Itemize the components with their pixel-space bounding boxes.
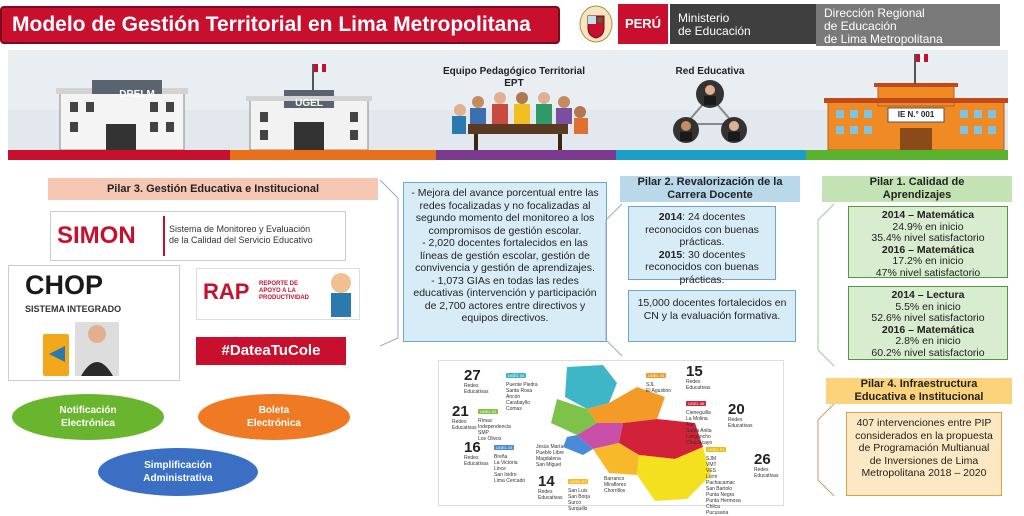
pilar1-connector — [816, 200, 838, 370]
simplificacion-administrativa-oval: Simplificación Administrativa — [98, 448, 258, 496]
datea-tu-cole-logo: #DateaTuCole — [196, 337, 346, 365]
pilar4-connector — [816, 400, 838, 500]
pilar3-title: Pilar 3. Gestión Educativa e Institucional — [48, 178, 378, 200]
map-count-ugel03: 16 Redes Educativas — [464, 439, 489, 467]
map-ugel03-extra-districts: Jesús María Pueblo Libre Magdalena San Miguel — [536, 444, 565, 468]
ept-label: Equipo Pedagógico Territorial EPT — [442, 66, 586, 89]
pilar2-connector — [604, 200, 626, 360]
pilar3-connector — [378, 178, 402, 348]
pilar3-bullets-box: - Mejora del avance porcentual entre las redes focalizadas y no focalizadas al segundo momento del monitoreo a los compromisos de gestión escolar. - 2,020 docentes fortalecidos en las líneas de gestión escolar, gestión de convivencia y gestión de aprendizajes. - 1,073 GIAs en todas las redes educativas (intervención y participación de 2,700 actores entre directivos y equipos directivos. — [403, 182, 607, 342]
map-ugel07-info: UGEL 07 San Luis San Borja Surco Surquillo — [568, 479, 590, 512]
pilar2-recognition-box: 2014: 24 docentes reconocidos con buenas prácticas. 2015: 30 docentes reconocidos con buenas prácticas. — [628, 206, 776, 280]
pilar1-math-box: 2014 – Matemática 24.9% en inicio 35.4% nivel satisfactorio 2016 – Matemática 17.2% en inicio 47% nivel satisfactorio — [848, 206, 1008, 278]
pilar4-infra-box: 407 intervenciones entre PIP considerados en la propuesta de Programación Multianual de Inversiones de Lima Metropolitana 2018 – 2020 — [846, 412, 1002, 496]
map-ugel05-info: UGEL 05 SJL El Agustino — [646, 373, 672, 394]
map-ugel02-info: UGEL 02 Rímac Independencia SMP Los Olivos — [478, 409, 511, 442]
map-ugel03-info: UGEL 03 Breña La Victoria Lince San Isidro Lima Cercado — [494, 445, 526, 484]
simon-logo: SIMON Sistema de Monitoreo y Evaluación de la Calidad del Servicio Educativo — [50, 211, 346, 261]
mascot-icon — [325, 271, 357, 319]
peru-shield-logo — [578, 4, 614, 44]
map-count-ugel01: 26 Redes Educativas — [754, 451, 779, 479]
pilar4-title: Pilar 4. Infraestructura Educativa e Institucional — [826, 378, 1012, 404]
pilar1-reading-box: 2014 – Lectura 5.5% en inicio 52.6% nivel satisfactorio 2016 – Matemática 2.8% en inicio 60.2% nivel satisfactorio — [848, 286, 1008, 360]
pilar1-title: Pilar 1. Calidad de Aprendizajes — [822, 176, 1012, 202]
school-sign: IE N.° 001 — [897, 110, 935, 119]
map-count-ugel02: 21 Redes Educativas — [452, 403, 477, 431]
rap-logo: RAP REPORTE DE APOYO A LA PRODUCTIVIDAD — [196, 268, 360, 320]
map-ugel01-info: UGEL 01 SJM VMT VES Lurín Pachacamac San Bartolo Punta Negra Punta Hermosa Chilca Pucusana — [706, 447, 741, 516]
user-login-icon — [39, 318, 159, 380]
boleta-electronica-oval: Boleta Electrónica — [198, 394, 350, 440]
pilar2-training-box: 15,000 docentes fortalecidos en CN y la evaluación formativa. — [628, 290, 796, 342]
red-educativa-label: Red Educativa — [675, 66, 745, 77]
chop-card: CHOP SISTEMA INTEGRADO — [8, 265, 180, 381]
map-count-ugel05: 15 Redes Educativas — [686, 363, 711, 391]
map-ugel06-info: UGEL 06 Cieneguilla La Molina Ate Santa Anita Lurigancho Chaclacayo — [686, 401, 713, 446]
peru-label: PERÚ — [618, 4, 668, 44]
ministry-label: Ministerio de Educación — [670, 4, 818, 44]
map-ugel04-info: UGEL 04 Puente Piedra Santa Rosa Ancón Carabayllo Comas — [506, 373, 538, 412]
map-ugel07-extra-districts: Barranco Miraflores Chorrillos — [604, 476, 626, 494]
drelm-label: DRELM — [119, 89, 155, 100]
map-count-ugel06: 20 Redes Educativas — [728, 401, 753, 429]
pilar2-title: Pilar 2. Revalorización de la Carrera Docente — [620, 176, 800, 202]
ugel-label: UGEL — [295, 98, 323, 109]
regional-office-label: Dirección Regional de Educación de Lima Metropolitana — [816, 4, 1000, 46]
notificacion-electronica-oval: Notificación Electrónica — [12, 394, 164, 440]
map-count-ugel04: 27 Redes Educativas — [464, 367, 489, 395]
page-title: Modelo de Gestión Territorial en Lima Metropolitana — [0, 6, 560, 44]
map-count-ugel07: 14 Redes Educativas — [538, 473, 563, 501]
